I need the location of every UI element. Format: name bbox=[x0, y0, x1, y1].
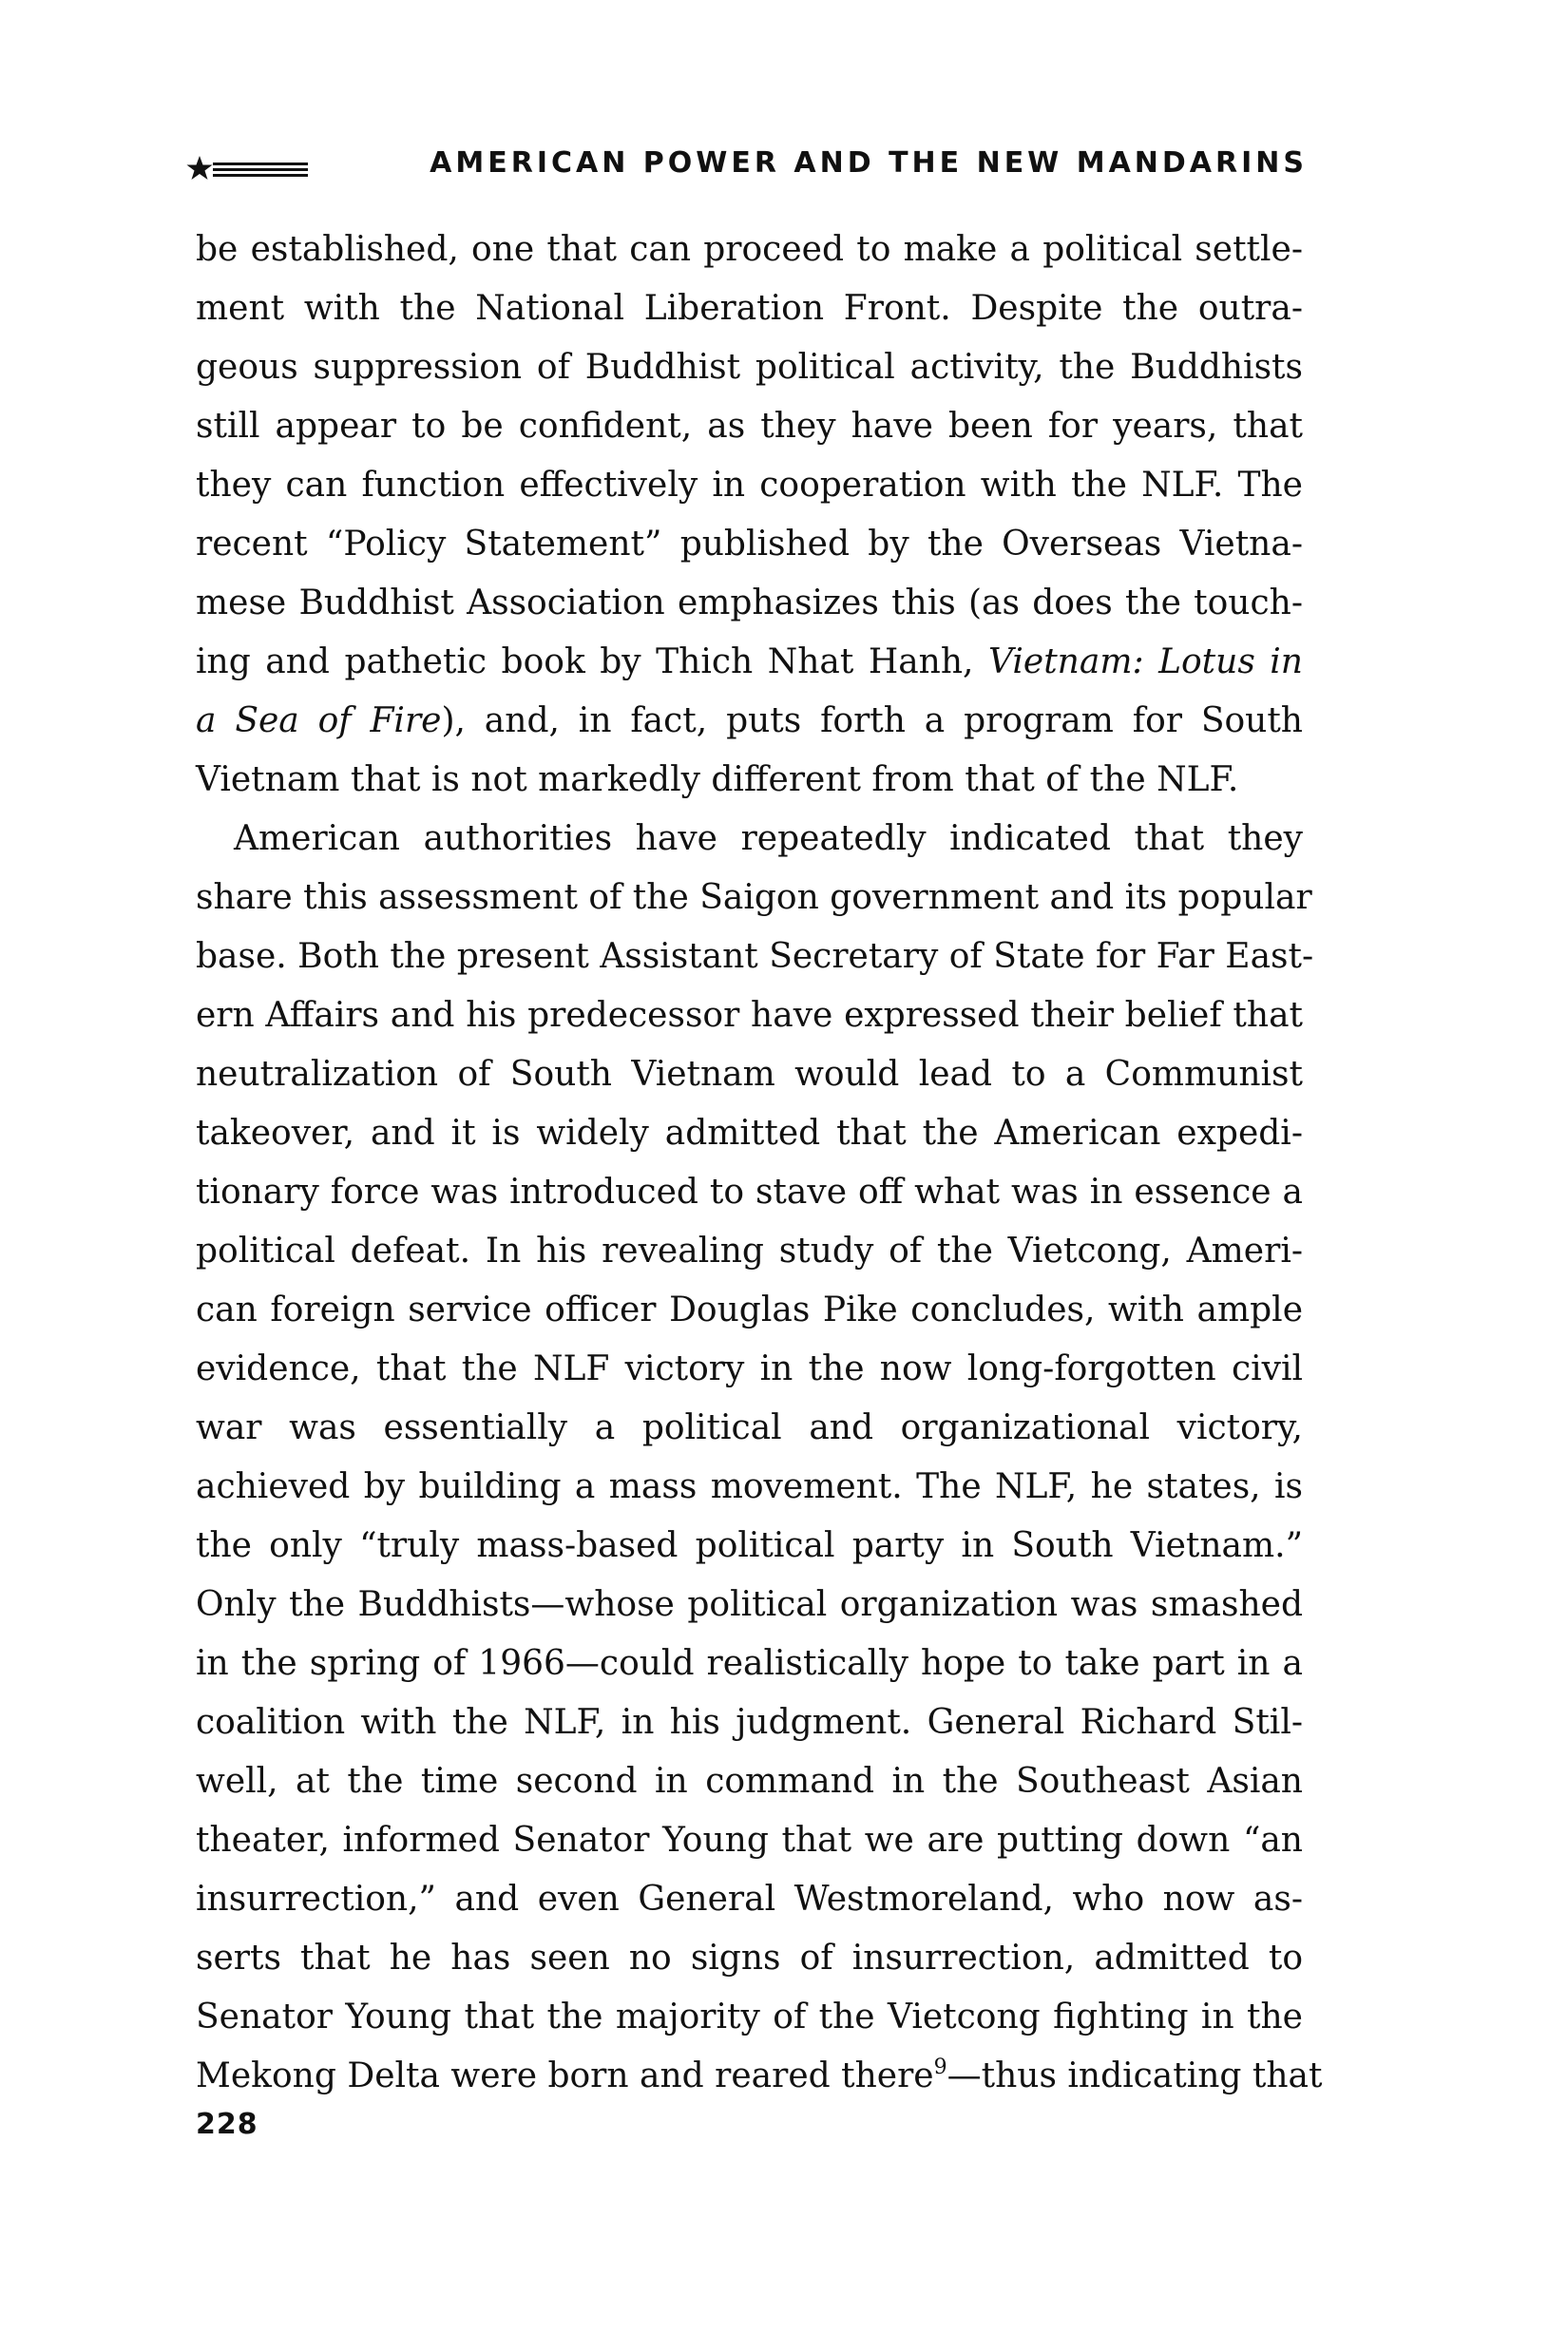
text-line: in the spring of 1966—could realistically hope to take part in a bbox=[196, 1644, 1303, 1683]
book-title-italic: a Sea of Fire bbox=[196, 701, 442, 740]
text-line: well, at the time second in command in the Southeast Asian bbox=[196, 1762, 1303, 1801]
text-line: be established, one that can proceed to make a political settle- bbox=[196, 230, 1303, 269]
text-line: political defeat. In his revealing study of the Vietcong, Ameri- bbox=[196, 1232, 1303, 1271]
text-line: insurrection,” and even General Westmoreland, who now as- bbox=[196, 1880, 1303, 1919]
text-line: American authorities have repeatedly indicated that they bbox=[234, 819, 1303, 858]
text-line: base. Both the present Assistant Secretary of State for Far East- bbox=[196, 937, 1314, 976]
text-line: Only the Buddhists—whose political organization was smashed bbox=[196, 1585, 1303, 1624]
text-line bbox=[196, 692, 1303, 751]
text-line: tionary force was introduced to stave off what was in essence a bbox=[196, 1173, 1303, 1212]
text-line: they can function effectively in cooperation with the NLF. The bbox=[196, 466, 1303, 505]
text-line: serts that he has seen no signs of insurrection, admitted to bbox=[196, 1939, 1303, 1978]
text-line: share this assessment of the Saigon government and its popular bbox=[196, 878, 1312, 917]
star-rule-icon bbox=[186, 150, 310, 188]
text-line: Vietnam that is not markedly different from that of the NLF. bbox=[196, 760, 1239, 799]
book-title-italic: Vietnam: Lotus in bbox=[988, 642, 1303, 681]
text-line: evidence, that the NLF victory in the now long-forgotten civil bbox=[196, 1349, 1303, 1388]
text-line: ern Affairs and his predecessor have expressed their belief that bbox=[196, 996, 1303, 1035]
page-number: 228 bbox=[196, 2108, 258, 2141]
text-line: can foreign service officer Douglas Pike concludes, with ample bbox=[196, 1291, 1303, 1329]
running-header-title: AMERICAN POWER AND THE NEW MANDARINS bbox=[430, 146, 1308, 180]
text-segment: —thus indicating that bbox=[947, 2056, 1323, 2095]
text-line: geous suppression of Buddhist political activity, the Buddhists bbox=[196, 348, 1303, 387]
text-line: takeover, and it is widely admitted that the American expedi- bbox=[196, 1114, 1303, 1153]
footnote-marker[interactable]: 9 bbox=[933, 2056, 947, 2079]
text-segment: ), and, in fact, puts forth a program for South bbox=[441, 701, 1303, 740]
text-line: mese Buddhist Association emphasizes this (as does the touch- bbox=[196, 583, 1303, 622]
text-line: Senator Young that the majority of the Vietcong fighting in the bbox=[196, 1998, 1303, 2036]
text-line: war was essentially a political and organizational victory, bbox=[196, 1408, 1303, 1447]
text-line: neutralization of South Vietnam would lead to a Communist bbox=[196, 1055, 1303, 1094]
text-line: theater, informed Senator Young that we are putting down “an bbox=[196, 1821, 1303, 1860]
paragraph-2 bbox=[196, 810, 1323, 2106]
text-segment: ing and pathetic book by Thich Nhat Hanh, bbox=[196, 642, 974, 681]
text-segment: Mekong Delta were born and reared there bbox=[196, 2056, 934, 2095]
text-line: still appear to be confident, as they have been for years, that bbox=[196, 407, 1303, 446]
text-line: achieved by building a mass movement. The NLF, he states, is bbox=[196, 1467, 1303, 1506]
paragraph-1 bbox=[196, 220, 1303, 810]
text-line: the only “truly mass-based political party in South Vietnam.” bbox=[196, 1526, 1303, 1565]
running-header bbox=[186, 144, 1308, 192]
text-line: recent “Policy Statement” published by the Overseas Vietna- bbox=[196, 525, 1303, 564]
text-line: ment with the National Liberation Front. Despite the outra- bbox=[196, 289, 1303, 328]
text-line bbox=[196, 633, 1303, 692]
text-line bbox=[196, 2047, 1323, 2106]
body-text bbox=[196, 220, 1323, 2106]
text-line: coalition with the NLF, in his judgment. General Richard Stil- bbox=[196, 1703, 1303, 1742]
